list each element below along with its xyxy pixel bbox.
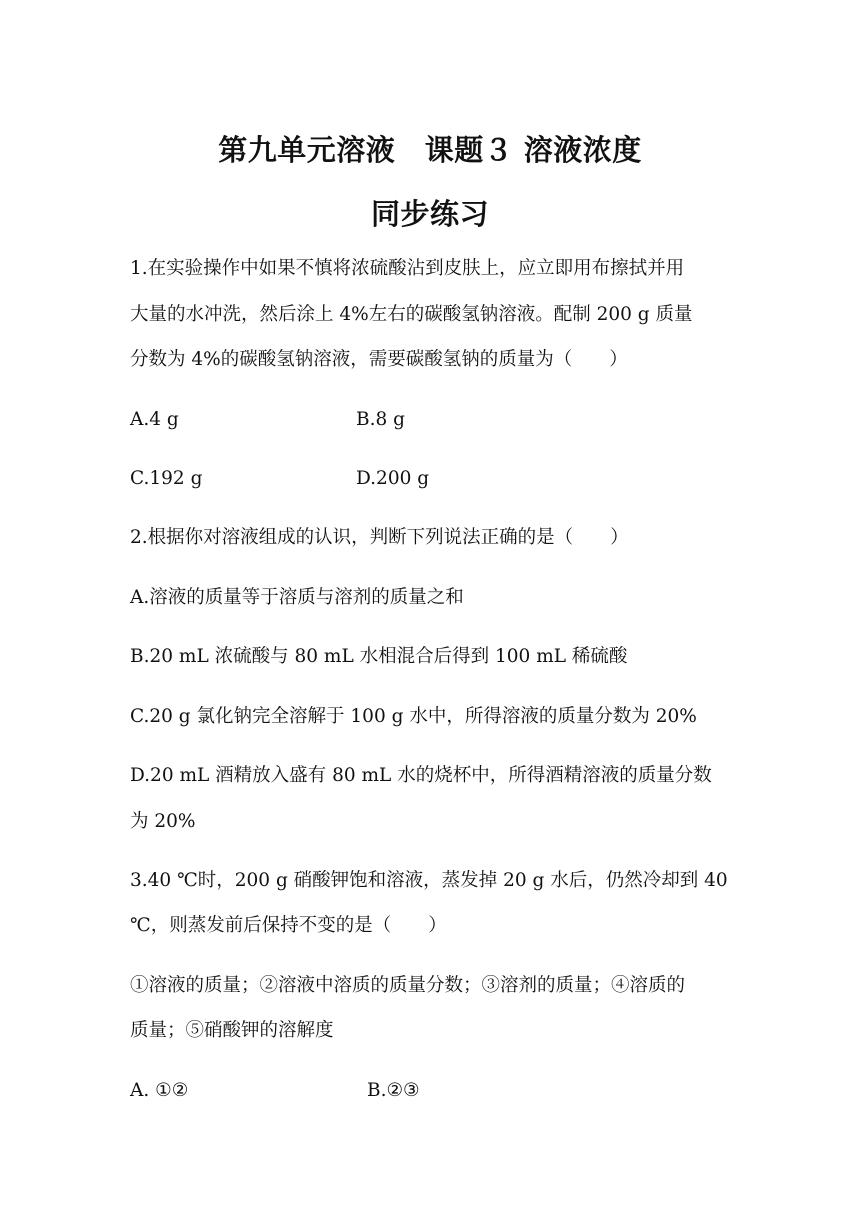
question-3-line-1: 3.40 ℃时，200 g 硝酸钾饱和溶液，蒸发掉 20 g 水后，仍然冷却到 40 bbox=[130, 870, 728, 891]
question-2-line-1: 2.根据你对溶液组成的认识，判断下列说法正确的是（ ） bbox=[130, 527, 629, 548]
question-1-line-3: 分数为 4%的碳酸氢钠溶液，需要碳酸氢钠的质量为（ ） bbox=[130, 349, 628, 370]
page-subtitle: 同步练习 bbox=[370, 197, 489, 231]
question-1-line-2: 大量的水冲洗，然后涂上 4%左右的碳酸氢钠溶液。配制 200 g 质量 bbox=[130, 304, 693, 325]
question-2-option-a: A.溶液的质量等于溶质与溶剂的质量之和 bbox=[130, 587, 464, 608]
question-2-option-b: B.20 mL 浓硫酸与 80 mL 水相混合后得到 100 mL 稀硫酸 bbox=[130, 646, 628, 667]
question-3-line-3: ①溶液的质量；②溶液中溶质的质量分数；③溶剂的质量；④溶质的 bbox=[130, 975, 686, 996]
question-2-option-d: D.20 mL 酒精放入盛有 80 mL 水的烧杯中，所得酒精溶液的质量分数 bbox=[130, 765, 712, 786]
question-2-option-d-cont: 为 20% bbox=[130, 811, 196, 832]
question-1-option-c: C.192 g bbox=[130, 468, 203, 489]
question-1-option-d: D.200 g bbox=[356, 468, 430, 489]
question-2-option-c: C.20 g 氯化钠完全溶解于 100 g 水中，所得溶液的质量分数为 20% bbox=[130, 706, 697, 727]
question-1-option-a: A.4 g bbox=[130, 409, 179, 430]
question-3-line-2: ℃，则蒸发前后保持不变的是（ ） bbox=[130, 915, 447, 936]
question-3-option-a: A. ①② bbox=[130, 1080, 189, 1101]
question-3-option-b: B.②③ bbox=[367, 1080, 420, 1101]
question-3-line-4: 质量；⑤硝酸钾的溶解度 bbox=[130, 1020, 334, 1041]
question-1-line-1: 1.在实验操作中如果不慎将浓硫酸沾到皮肤上，应立即用布擦拭并用 bbox=[130, 258, 685, 279]
page-title: 第九单元溶液 课题３ 溶液浓度 bbox=[218, 133, 642, 167]
question-1-option-b: B.8 g bbox=[356, 409, 405, 430]
